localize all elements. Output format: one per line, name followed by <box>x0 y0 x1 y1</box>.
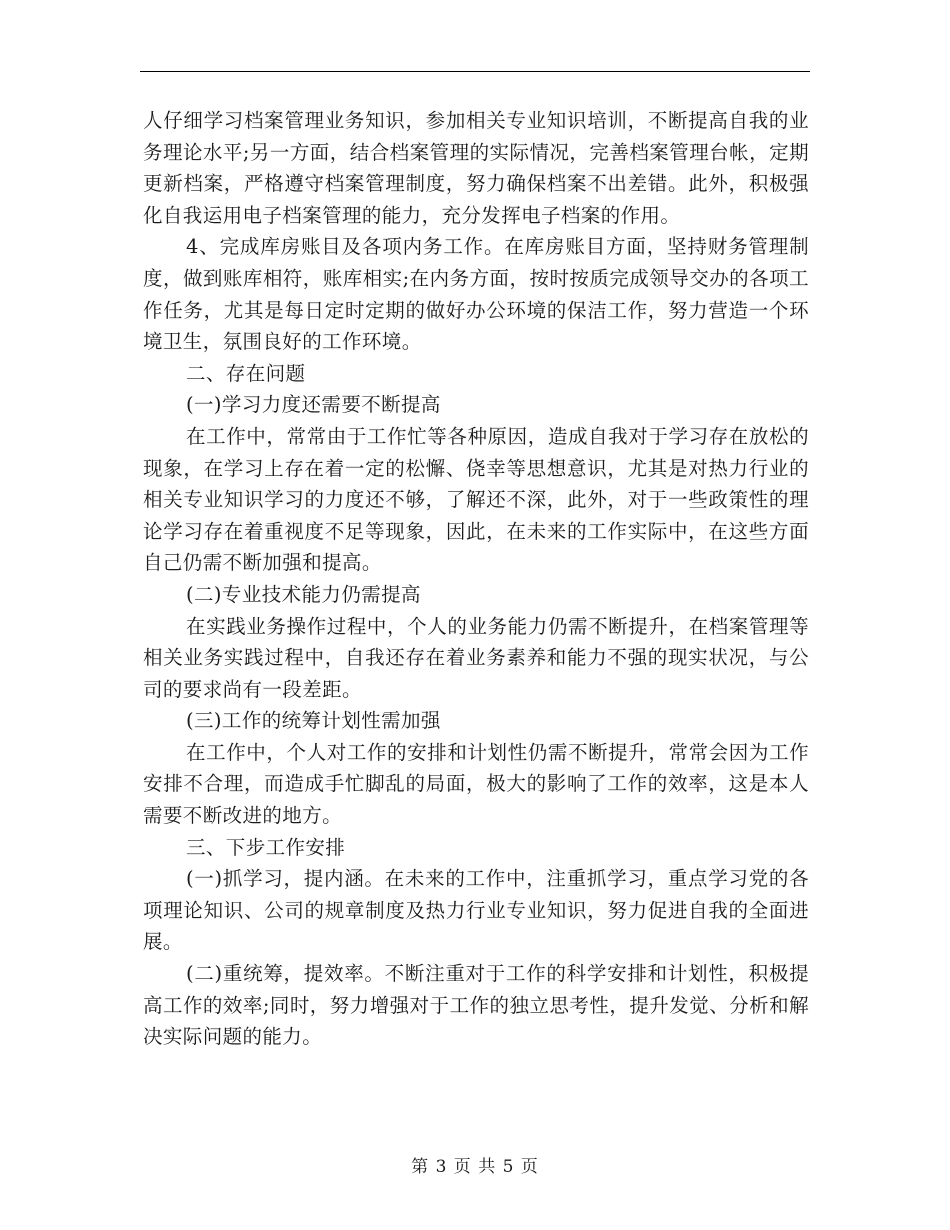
section-heading-problems: 二、存在问题 <box>186 361 306 385</box>
document-body <box>143 105 809 1053</box>
subheading-learning: (一)学习力度还需要不断提高 <box>186 393 441 417</box>
subheading-planning: (三)工作的统筹计划性需加强 <box>186 709 441 733</box>
header-rule <box>140 71 810 72</box>
paragraph-1: 人仔细学习档案管理业务知识，参加相关专业知识培训，不断提高自我的业务理论水平;另一方面，结合档案管理的实际情况，完善档案管理台帐，定期更新档案，严格遵守档案管理制度，努力确保档案不出差错。此外，积极强化自我运用电子档案管理的能力，充分发挥电子档案的作用。 <box>143 109 809 227</box>
subheading-technical-ability: (二)专业技术能力仍需提高 <box>186 582 421 606</box>
paragraph-next-step-2: (二)重统筹，提效率。不断注重对于工作的科学安排和计划性，积极提高工作的效率;同时，努力增强对于工作的独立思考性，提升发觉、分析和解决实际问题的能力。 <box>143 962 809 1049</box>
paragraph-learning: 在工作中，常常由于工作忙等各种原因，造成自我对于学习存在放松的现象，在学习上存在着一定的松懈、侥幸等思想意识，尤其是对热力行业的相关专业知识学习的力度还不够，了解还不深，此外，对于一些政策性的理论学习存在着重视度不足等现象，因此，在未来的工作实际中，在这些方面自己仍需不断加强和提高。 <box>143 424 809 575</box>
page-number: 第 3 页 共 5 页 <box>411 1157 539 1177</box>
paragraph-2: 4、完成库房账目及各项内务工作。在库房账目方面，坚持财务管理制度，做到账库相符，账库相实;在内务方面，按时按质完成领导交办的各项工作任务，尤其是每日定时定期的做好办公环境的保洁工作，努力营造一个环境卫生，氛围良好的工作环境。 <box>143 235 809 354</box>
paragraph-technical-ability: 在实践业务操作过程中，个人的业务能力仍需不断提升，在档案管理等相关业务实践过程中，自我还存在着业务素养和能力不强的现实状况，与公司的要求尚有一段差距。 <box>143 614 809 701</box>
paragraph-next-step-1: (一)抓学习，提内涵。在未来的工作中，注重抓学习，重点学习党的各项理论知识、公司的规章制度及热力行业专业知识，努力促进自我的全面进展。 <box>143 867 809 954</box>
section-heading-next-steps: 三、下步工作安排 <box>186 835 346 859</box>
paragraph-planning: 在工作中，个人对工作的安排和计划性仍需不断提升，常常会因为工作安排不合理，而造成手忙脚乱的局面，极大的影响了工作的效率，这是本人需要不断改进的地方。 <box>143 740 809 828</box>
